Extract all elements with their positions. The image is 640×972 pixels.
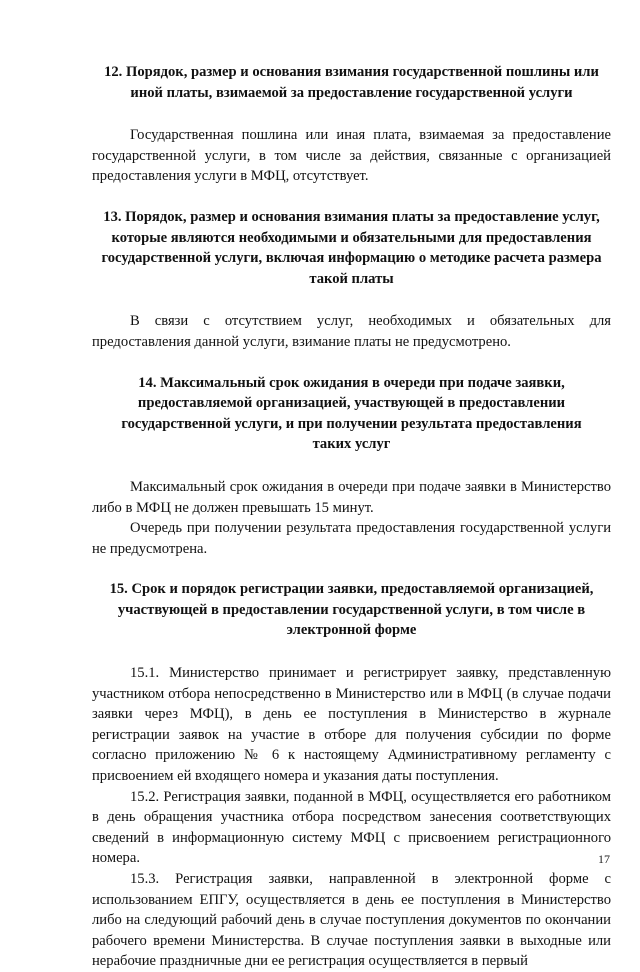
section-14-paragraph-1: Максимальный срок ожидания в очереди при подаче заявки в Министерство либо в МФЦ не должен превышать 15 минут. xyxy=(92,478,611,516)
section-12-heading: 12. Порядок, размер и основания взимания государственной пошлины или иной платы, взимаемой за предоставление государственной услуги xyxy=(104,64,599,101)
section-14-heading: 14. Максимальный срок ожидания в очереди при подаче заявки, предоставляемой организацией, участвующей в предоставлении государственной услуги, и при получении результата предоставления таких услуг xyxy=(121,374,582,453)
section-15-paragraph-2: 15.2. Регистрация заявки, поданной в МФЦ, осуществляется его работником в день обращения участника отбора посредством занесения соответствующих сведений в информационную систему МФЦ с присвоением регистрационного номера. xyxy=(92,788,611,867)
section-12-paragraph-1: Государственная пошлина или иная плата, взимаемая за предоставление государственной услуги, в том числе за действия, связанные с организацией предоставления услуги в МФЦ, отсутствует. xyxy=(92,127,611,185)
section-13-heading: 13. Порядок, размер и основания взимания платы за предоставление услуг, которые являются необходимыми и обязательными для предоставления государственной услуги, включая информацию о методике расчета размера такой платы xyxy=(101,208,602,287)
document-body xyxy=(92,62,611,972)
section-15-heading: 15. Срок и порядок регистрации заявки, предоставляемой организацией, участвующей в предоставлении государственной услуги, в том числе в электронной форме xyxy=(109,581,594,639)
section-13-paragraph-1: В связи с отсутствием услуг, необходимых и обязательных для предоставления данной услуги, взимание платы не предусмотрено. xyxy=(92,313,611,350)
page-number: 17 xyxy=(598,852,610,866)
section-15-paragraph-3: 15.3. Регистрация заявки, направленной в электронной форме с использованием ЕПГУ, осуществляется в день ее поступления в Министерство либо на следующий рабочий день в случае поступления документов по окончании рабочего времени Министерства. В случае поступления заявки в выходные или нерабочие праздничные дни ее регистрация осуществляется в первый xyxy=(92,871,611,970)
section-14-paragraph-2: Очередь при получении результата предоставления государственной услуги не предусмотрена. xyxy=(92,520,611,557)
section-15-paragraph-1: 15.1. Министерство принимает и регистрирует заявку, представленную участником отбора непосредственно в Министерство или в МФЦ (в случае подачи заявки через МФЦ), в день ее поступления в Министерство в журнале регистрации заявок на участие в отборе для получения субсидии по форме согласно приложению № 6 к настоящему Административному регламенту с присвоением ей входящего номера и указания даты поступления. xyxy=(92,665,611,785)
